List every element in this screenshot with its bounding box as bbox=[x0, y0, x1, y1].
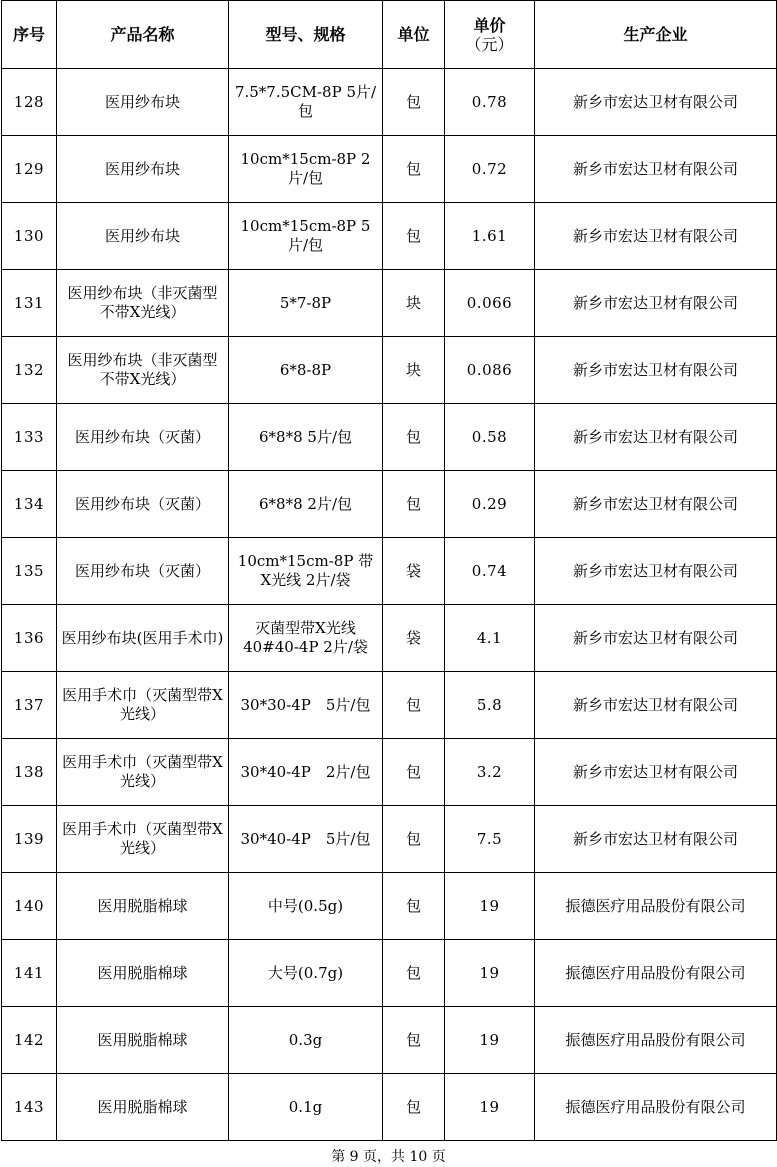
header-unit: 单位 bbox=[383, 1, 445, 69]
cell-product-name: 医用纱布块 bbox=[57, 69, 229, 136]
cell-no: 142 bbox=[2, 1007, 57, 1074]
header-no: 序号 bbox=[2, 1, 57, 69]
cell-price: 0.086 bbox=[445, 337, 535, 404]
cell-price: 0.74 bbox=[445, 538, 535, 605]
cell-no: 133 bbox=[2, 404, 57, 471]
cell-spec: 0.3g bbox=[229, 1007, 383, 1074]
cell-price: 19 bbox=[445, 1007, 535, 1074]
cell-unit: 包 bbox=[383, 69, 445, 136]
cell-product-name: 医用脱脂棉球 bbox=[57, 1007, 229, 1074]
table-row bbox=[2, 538, 777, 605]
cell-company: 振德医疗用品股份有限公司 bbox=[535, 1007, 777, 1074]
cell-price: 0.58 bbox=[445, 404, 535, 471]
cell-spec: 6*8*8 2片/包 bbox=[229, 471, 383, 538]
cell-unit: 包 bbox=[383, 806, 445, 873]
header-price-line1: 单价 bbox=[473, 15, 506, 35]
header-price-line2: （元） bbox=[465, 34, 514, 54]
header-spec: 型号、规格 bbox=[229, 1, 383, 69]
cell-spec: 0.1g bbox=[229, 1074, 383, 1141]
cell-price: 0.29 bbox=[445, 471, 535, 538]
cell-unit: 包 bbox=[383, 1074, 445, 1141]
cell-unit: 包 bbox=[383, 739, 445, 806]
table-row bbox=[2, 940, 777, 1007]
cell-price: 0.72 bbox=[445, 136, 535, 203]
cell-price: 4.1 bbox=[445, 605, 535, 672]
cell-no: 138 bbox=[2, 739, 57, 806]
cell-company: 新乡市宏达卫材有限公司 bbox=[535, 605, 777, 672]
table-row bbox=[2, 337, 777, 404]
cell-product-name: 医用纱布块（灭菌） bbox=[57, 404, 229, 471]
header-company: 生产企业 bbox=[535, 1, 777, 69]
cell-price: 19 bbox=[445, 873, 535, 940]
table-row bbox=[2, 672, 777, 739]
cell-no: 128 bbox=[2, 69, 57, 136]
cell-unit: 袋 bbox=[383, 605, 445, 672]
cell-no: 141 bbox=[2, 940, 57, 1007]
cell-product-name: 医用纱布块 bbox=[57, 203, 229, 270]
cell-no: 134 bbox=[2, 471, 57, 538]
cell-spec: 10cm*15cm-8P 2片/包 bbox=[229, 136, 383, 203]
cell-spec: 6*8-8P bbox=[229, 337, 383, 404]
cell-company: 新乡市宏达卫材有限公司 bbox=[535, 672, 777, 739]
header-product-name: 产品名称 bbox=[57, 1, 229, 69]
cell-no: 130 bbox=[2, 203, 57, 270]
cell-spec: 5*7-8P bbox=[229, 270, 383, 337]
cell-company: 新乡市宏达卫材有限公司 bbox=[535, 69, 777, 136]
cell-no: 143 bbox=[2, 1074, 57, 1141]
cell-spec: 灭菌型带X光线 40#40-4P 2片/袋 bbox=[229, 605, 383, 672]
cell-price: 19 bbox=[445, 940, 535, 1007]
cell-no: 131 bbox=[2, 270, 57, 337]
table-row bbox=[2, 873, 777, 940]
cell-price: 3.2 bbox=[445, 739, 535, 806]
cell-product-name: 医用纱布块 bbox=[57, 136, 229, 203]
cell-product-name: 医用脱脂棉球 bbox=[57, 940, 229, 1007]
cell-company: 振德医疗用品股份有限公司 bbox=[535, 1074, 777, 1141]
header-price bbox=[445, 1, 535, 69]
table-row bbox=[2, 806, 777, 873]
cell-company: 振德医疗用品股份有限公司 bbox=[535, 873, 777, 940]
table-header-row bbox=[2, 1, 777, 69]
table-row bbox=[2, 471, 777, 538]
page-footer: 第 9 页，共 10 页 bbox=[331, 1149, 446, 1165]
cell-company: 新乡市宏达卫材有限公司 bbox=[535, 806, 777, 873]
cell-price: 7.5 bbox=[445, 806, 535, 873]
cell-unit: 包 bbox=[383, 672, 445, 739]
cell-unit: 包 bbox=[383, 940, 445, 1007]
cell-product-name: 医用纱布块（灭菌） bbox=[57, 471, 229, 538]
cell-no: 136 bbox=[2, 605, 57, 672]
cell-company: 新乡市宏达卫材有限公司 bbox=[535, 538, 777, 605]
cell-spec: 10cm*15cm-8P 5片/包 bbox=[229, 203, 383, 270]
cell-unit: 包 bbox=[383, 404, 445, 471]
table-row bbox=[2, 739, 777, 806]
cell-price: 1.61 bbox=[445, 203, 535, 270]
table-row bbox=[2, 69, 777, 136]
cell-spec: 大号(0.7g) bbox=[229, 940, 383, 1007]
cell-company: 新乡市宏达卫材有限公司 bbox=[535, 203, 777, 270]
cell-unit: 包 bbox=[383, 873, 445, 940]
product-price-table bbox=[1, 0, 777, 1141]
table-row bbox=[2, 1007, 777, 1074]
cell-company: 新乡市宏达卫材有限公司 bbox=[535, 270, 777, 337]
cell-product-name: 医用纱布块（非灭菌型 不带X光线） bbox=[57, 270, 229, 337]
cell-price: 0.78 bbox=[445, 69, 535, 136]
cell-unit: 块 bbox=[383, 270, 445, 337]
cell-spec: 10cm*15cm-8P 带X光线 2片/袋 bbox=[229, 538, 383, 605]
cell-unit: 包 bbox=[383, 203, 445, 270]
cell-no: 137 bbox=[2, 672, 57, 739]
cell-unit: 包 bbox=[383, 1007, 445, 1074]
cell-no: 129 bbox=[2, 136, 57, 203]
cell-spec: 7.5*7.5CM-8P 5片/包 bbox=[229, 69, 383, 136]
cell-product-name: 医用脱脂棉球 bbox=[57, 1074, 229, 1141]
cell-company: 新乡市宏达卫材有限公司 bbox=[535, 337, 777, 404]
cell-unit: 块 bbox=[383, 337, 445, 404]
cell-no: 139 bbox=[2, 806, 57, 873]
table-row bbox=[2, 605, 777, 672]
cell-company: 新乡市宏达卫材有限公司 bbox=[535, 404, 777, 471]
cell-price: 19 bbox=[445, 1074, 535, 1141]
cell-no: 132 bbox=[2, 337, 57, 404]
cell-product-name: 医用脱脂棉球 bbox=[57, 873, 229, 940]
cell-company: 振德医疗用品股份有限公司 bbox=[535, 940, 777, 1007]
cell-spec: 30*40-4P 5片/包 bbox=[229, 806, 383, 873]
table-row bbox=[2, 203, 777, 270]
cell-spec: 6*8*8 5片/包 bbox=[229, 404, 383, 471]
cell-product-name: 医用纱布块（非灭菌型 不带X光线） bbox=[57, 337, 229, 404]
cell-spec: 30*40-4P 2片/包 bbox=[229, 739, 383, 806]
cell-unit: 包 bbox=[383, 136, 445, 203]
cell-company: 新乡市宏达卫材有限公司 bbox=[535, 136, 777, 203]
cell-unit: 袋 bbox=[383, 538, 445, 605]
cell-no: 135 bbox=[2, 538, 57, 605]
cell-product-name: 医用纱布块（灭菌） bbox=[57, 538, 229, 605]
cell-product-name: 医用手术巾（灭菌型带X光线） bbox=[57, 739, 229, 806]
cell-company: 新乡市宏达卫材有限公司 bbox=[535, 739, 777, 806]
cell-product-name: 医用手术巾（灭菌型带X光线） bbox=[57, 672, 229, 739]
table-row bbox=[2, 1074, 777, 1141]
cell-spec: 中号(0.5g) bbox=[229, 873, 383, 940]
cell-company: 新乡市宏达卫材有限公司 bbox=[535, 471, 777, 538]
cell-price: 5.8 bbox=[445, 672, 535, 739]
cell-spec: 30*30-4P 5片/包 bbox=[229, 672, 383, 739]
table-row bbox=[2, 404, 777, 471]
cell-price: 0.066 bbox=[445, 270, 535, 337]
cell-no: 140 bbox=[2, 873, 57, 940]
cell-product-name: 医用纱布块(医用手术巾) bbox=[57, 605, 229, 672]
cell-unit: 包 bbox=[383, 471, 445, 538]
table-row bbox=[2, 136, 777, 203]
table-row bbox=[2, 270, 777, 337]
cell-product-name: 医用手术巾（灭菌型带X光线） bbox=[57, 806, 229, 873]
